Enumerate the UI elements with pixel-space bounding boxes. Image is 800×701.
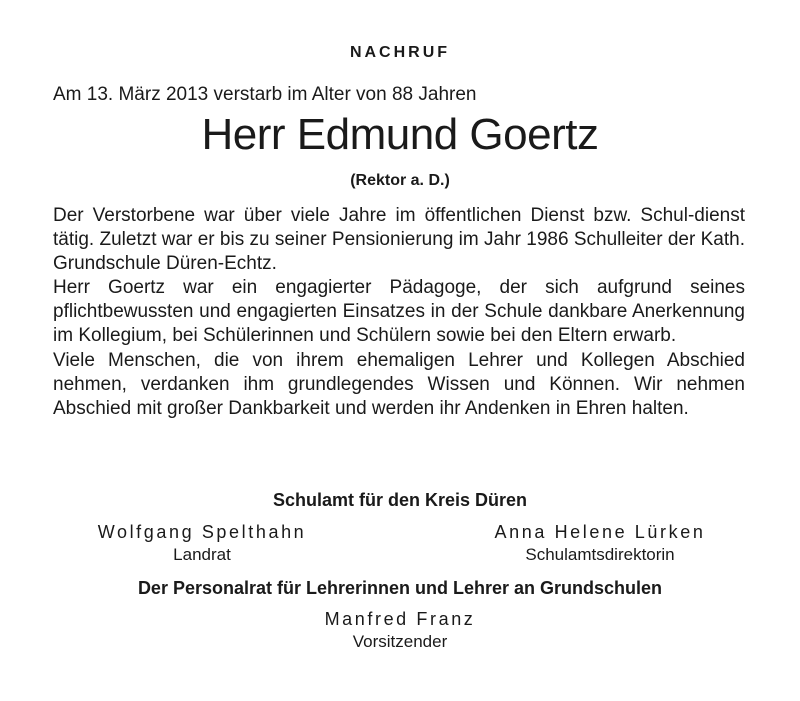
signatory [260,609,540,652]
deceased-name: Herr Edmund Goertz [201,110,599,159]
organization-heading: Schulamt für den Kreis Düren [272,490,528,510]
obituary-body [53,204,745,421]
signatory-role: Vorsitzender [352,632,448,651]
signatory-role: Schulamtsdirektorin [525,545,675,564]
notice-heading: NACHRUF [349,44,451,61]
signatory-role: Landrat [173,545,231,564]
signatory-name: Manfred Franz [324,609,476,629]
organization-heading: Der Personalrat für Lehrerinnen und Lehrer an Grundschulen [137,578,663,598]
body-paragraph: Der Verstorbene war über viele Jahre im öffentlichen Dienst bzw. Schul-dienst tätig. Zuletzt war er bis zu seiner Pensionierung im Jahr 1986 Schulleiter der Kath. Grundschule Düren-Echtz. [53,205,745,275]
body-paragraph: Viele Menschen, die von ihrem ehemaligen Lehrer und Kollegen Abschied nehmen, verdanken ihm grundlegendes Wissen und Können. Wir nehmen Abschied mit großer Dankbarkeit und werden ihr Andenken in Ehren halten. [53,349,745,419]
signatory-name: Wolfgang Spelthahn [97,522,307,542]
signatory [460,522,740,565]
body-paragraph: Herr Goertz war ein engagierter Pädagoge, der sich aufgrund seines pflichtbewussten und engagierten Einsatzes in der Schule dankbare Anerkennung im Kollegium, bei Schülerinnen und Schülern sowie bei den Eltern erwarb. [53,277,745,347]
signatory [62,522,342,565]
deceased-title: (Rektor a. D.) [350,172,450,189]
intro-line: Am 13. März 2013 verstarb im Alter von 88 Jahren [53,84,477,105]
signatory-name: Anna Helene Lürken [494,522,706,542]
